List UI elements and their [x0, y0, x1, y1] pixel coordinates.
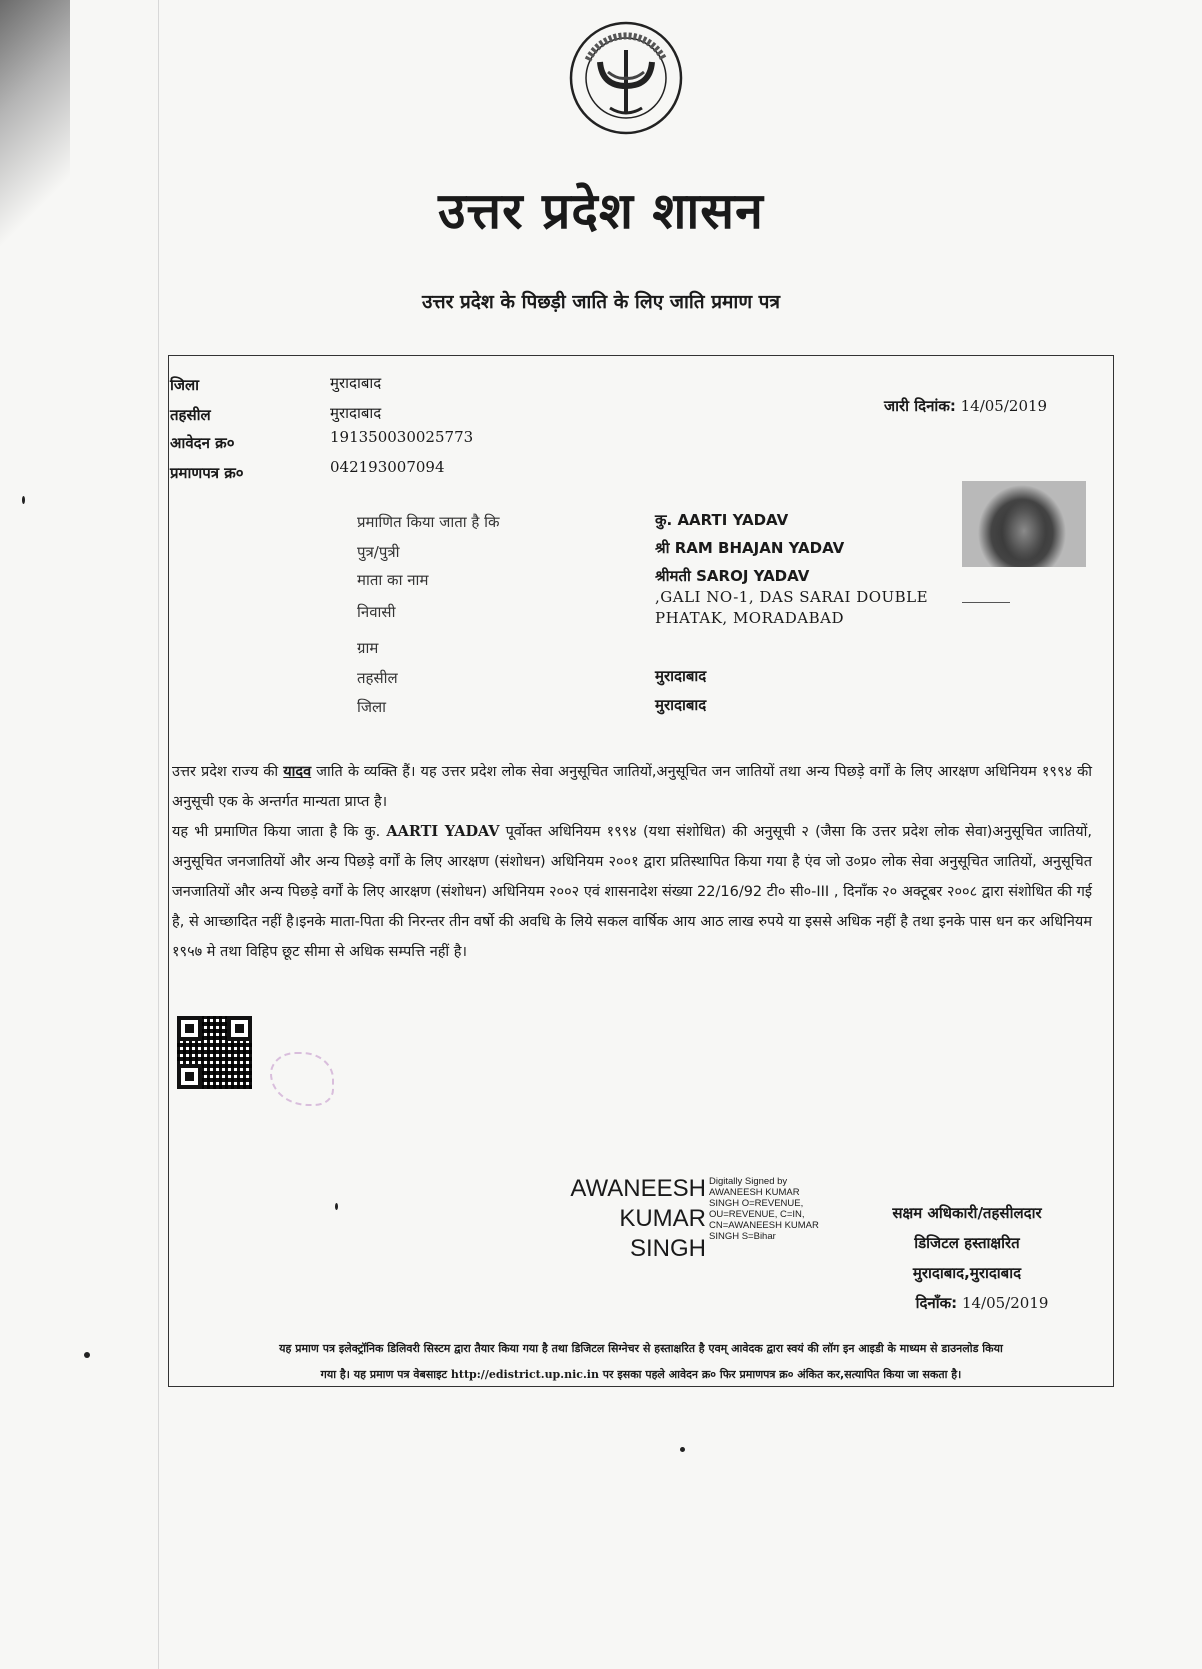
- resident-label: निवासी: [357, 603, 396, 621]
- certificate-number-label: प्रमाणपत्र क्र०: [170, 464, 244, 482]
- scan-speck: [335, 1203, 338, 1210]
- certified-value: कु. AARTI YADAV: [655, 511, 789, 529]
- field-district-value: मुरादाबाद: [655, 696, 707, 714]
- photo-underline: [962, 602, 1010, 603]
- tehsil-label: तहसील: [170, 406, 211, 424]
- resident-value-line2: PHATAK, MORADABAD: [655, 609, 844, 627]
- district-label: जिला: [170, 376, 200, 394]
- verification-link[interactable]: http://edistrict.up.nic.in: [450, 1368, 599, 1381]
- authority-date: दिनाँक: 14/05/2019: [915, 1294, 1049, 1312]
- scan-speck: [680, 1447, 685, 1452]
- issue-date: [884, 396, 1047, 416]
- mother-label: माता का नाम: [357, 571, 429, 589]
- applicant-photo: [962, 481, 1086, 567]
- scan-speck: [22, 496, 25, 504]
- certificate-body: [172, 757, 1092, 967]
- application-number-value: 191350030025773: [330, 428, 474, 446]
- issue-date-value: 14/05/2019: [960, 397, 1048, 415]
- up-government-emblem-icon: [568, 20, 684, 136]
- verification-footer: यह प्रमाण पत्र इलेक्ट्रॉनिक डिलिवरी सिस्टम द्वारा तैयार किया गया है तथा डिजिटल सिग्नेचर से हस्ताक्षरित है एवम् आवेदक द्वारा स्वयं की लॉग इन आइडी के माध्यम से डाउनलोड किया गया है। यह प्रमाण पत्र वेबसाइट http://edistrict.up.nic.in पर इसका पहले आवेदन क्र० फिर प्रमाणपत्र क्र० अंकित कर,सत्यापित किया जा सकता है।: [279, 1342, 1003, 1381]
- field-district-label: जिला: [357, 698, 387, 716]
- body-paragraph-2: यह भी प्रमाणित किया जाता है कि कु. AARTI YADAV पूर्वोक्त अधिनियम १९९४ (यथा संशोधित) की अनुसूची २ (जैसा कि उत्तर प्रदेश लोक सेवा)अनुसूचित जातियों, अनुसूचित जनजातियों और अन्य पिछड़े वर्गों के लिए आरक्षण (संशोधन) अधिनियम २००१ द्वारा प्रतिस्थापित किया गया है एंव जो उ०प्र० लोक सेवा अनुसूचित जातियों, अनुसूचित जनजातियों और अन्य पिछड़े वर्गों के लिए आरक्षण (संशोधन) अधिनियम २००२ एवं शासनादेश संख्या 22/16/92 टी० सी०-III , दिनाँक २० अक्टूबर २००८ द्वारा संशोधित की गई है, से आच्छादित नहीं है।इनके माता-पिता की निरन्तर तीन वर्षो की अवधि के लिये सकल वार्षिक आय आठ लाख रुपये या इससे अधिक नहीं है तथा इनके पास धन कर अधिनियम १९५७ मे तथा विहिप छूट सीमा से अधिक सम्पत्ति नहीं है।: [172, 823, 1092, 960]
- application-number-label: आवेदन क्र०: [170, 434, 235, 452]
- authority-signed-text: डिजिटल हस्ताक्षरित: [914, 1234, 1020, 1252]
- issue-date-label: जारी दिनांक:: [884, 397, 956, 415]
- field-tehsil-label: तहसील: [357, 669, 398, 687]
- district-value: मुरादाबाद: [330, 374, 382, 392]
- digital-signature-name: AWANEESH KUMAR SINGH: [570, 1175, 706, 1262]
- page-edge: [158, 0, 159, 1669]
- village-label: ग्राम: [357, 639, 379, 657]
- scan-speck: [84, 1352, 90, 1358]
- certified-label: प्रमाणित किया जाता है कि: [357, 513, 500, 531]
- body-paragraph-1: उत्तर प्रदेश राज्य की यादव जाति के व्यक्ति हैं। यह उत्तर प्रदेश लोक सेवा अनुसूचित जातियों,अनुसूचित जन जातियों तथा अन्य पिछड़े वर्गों के लिए आरक्षण अधिनियम १९९४ की अनुसूची एक के अन्तर्गत मान्यता प्राप्त है।: [172, 764, 1092, 810]
- field-tehsil-value: मुरादाबाद: [655, 667, 707, 685]
- child-of-label: पुत्र/पुत्री: [357, 543, 400, 561]
- applicant-name: AARTI YADAV: [386, 823, 500, 840]
- mother-value: श्रीमती SAROJ YADAV: [655, 567, 810, 585]
- authority-designation: सक्षम अधिकारी/तहसीलदार: [892, 1204, 1042, 1222]
- child-of-value: श्री RAM BHAJAN YADAV: [655, 539, 845, 557]
- caste-name: यादव: [283, 764, 312, 780]
- issuing-authority: [862, 1198, 1072, 1318]
- digital-signature-details: Digitally Signed by AWANEESH KUMAR SINGH O=REVENUE, OU=REVENUE, C=IN, CN=AWANEESH KUMAR SINGH S=Bihar: [709, 1176, 819, 1242]
- authority-place: मुरादाबाद,मुरादाबाद: [912, 1264, 1022, 1282]
- resident-value-line1: ,GALI NO-1, DAS SARAI DOUBLE: [655, 588, 929, 606]
- certificate-subtitle: उत्तर प्रदेश के पिछड़ी जाति के लिए जाति प्रमाण पत्र: [422, 291, 780, 313]
- page-title: उत्तर प्रदेश शासन: [438, 182, 764, 240]
- tehsil-value: मुरादाबाद: [330, 404, 382, 422]
- certificate-number-value: 042193007094: [330, 458, 445, 476]
- qr-code-icon: [177, 1016, 252, 1089]
